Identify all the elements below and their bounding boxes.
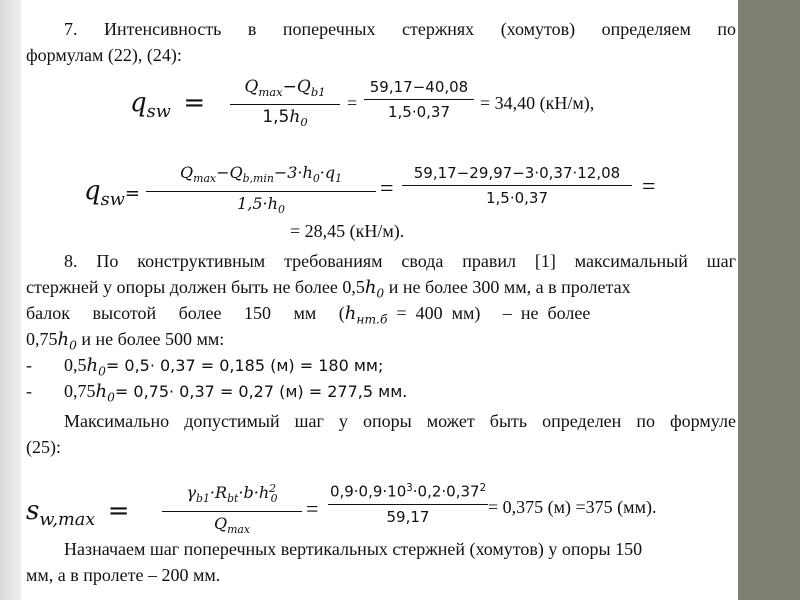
eq1-lhs: $q_{sw}$ = <box>130 88 206 123</box>
eq3-fraction-numeric: $0,9\cdot 0,9\cdot 10^3\cdot 0,2\cdot 0,37^2$ 59,17 <box>329 482 487 526</box>
eq3-lhs: $s_{w,max}$ = <box>26 496 130 531</box>
para7-line1: 7. Интенсивность в поперечных стержнях (хомутов) определяем по <box>64 19 736 39</box>
eq2-fraction: $Q_{max}-Q_{b,min}-3\cdot h_0\cdot q_1$ $1,5\cdot h_0$ <box>146 162 376 221</box>
left-edge-shadow <box>0 0 21 600</box>
para10-line1: Назначаем шаг поперечных вертикальных стержней (хомутов) у опоры 150 <box>64 539 643 559</box>
right-decorative-band <box>738 0 800 600</box>
eq3-eq2: = <box>306 496 319 521</box>
para9-line1: Максимально допустимый шаг у опоры может быть определен по формуле <box>64 411 736 431</box>
eq1-result: = 34,40 (кН/м), <box>480 93 595 113</box>
para8-line2: стержней у опоры должен быть не более $0,5h_0$ и не более 300 мм, а в пролетах <box>26 277 631 301</box>
eq1-fraction-numeric: 59,17−40,08 1,5·0,37 <box>364 76 474 123</box>
list-dash-2: - <box>26 381 32 401</box>
eq2-eq3: = <box>642 174 656 200</box>
eq2-fraction-numeric: 59,17−29,97−3·0,37·12,08 1,5·0,37 <box>402 162 632 209</box>
para8-line3: балок высотой более 150 мм ($h_{нт.б} = 400$ мм) – не более <box>26 303 591 327</box>
para7-line2: формулам (22), (24): <box>26 45 182 65</box>
list-item-1: $0,5h_0= 0,5\cdot 0,37 = 0,185$ (м) = 180 мм; <box>64 355 384 379</box>
document-page <box>22 0 738 600</box>
eq1-eq2: = <box>347 93 358 113</box>
eq1-fraction: $Q_{max}-Q_{b1}$ $1,5h_0$ <box>230 76 340 133</box>
eq2-result: = 28,45 (кН/м). <box>290 221 405 241</box>
para8-line1: 8. По конструктивным требованиям свода правил [1] максимальный шаг <box>64 251 736 271</box>
list-dash-1: - <box>26 355 32 375</box>
eq2-lhs: $q_{sw}=$ <box>84 176 140 211</box>
eq2-eq2: = <box>380 176 394 202</box>
eq3-fraction: $\gamma_{b1}\cdot R_{bt}\cdot b\cdot h^2_0$ $Q_{max}$ <box>162 478 302 541</box>
para8-line4: $0,75h_0$ и не более 500 мм: <box>26 329 225 353</box>
para9-line2: (25): <box>26 437 61 457</box>
para10-line2: мм, а в пролете – 200 мм. <box>26 565 221 585</box>
eq3-result: = 0,375 (м) =375 (мм). <box>488 497 657 517</box>
list-item-2: $0,75h_0= 0,75\cdot 0,37 = 0,27$ (м) = 277,5 мм. <box>64 381 408 405</box>
